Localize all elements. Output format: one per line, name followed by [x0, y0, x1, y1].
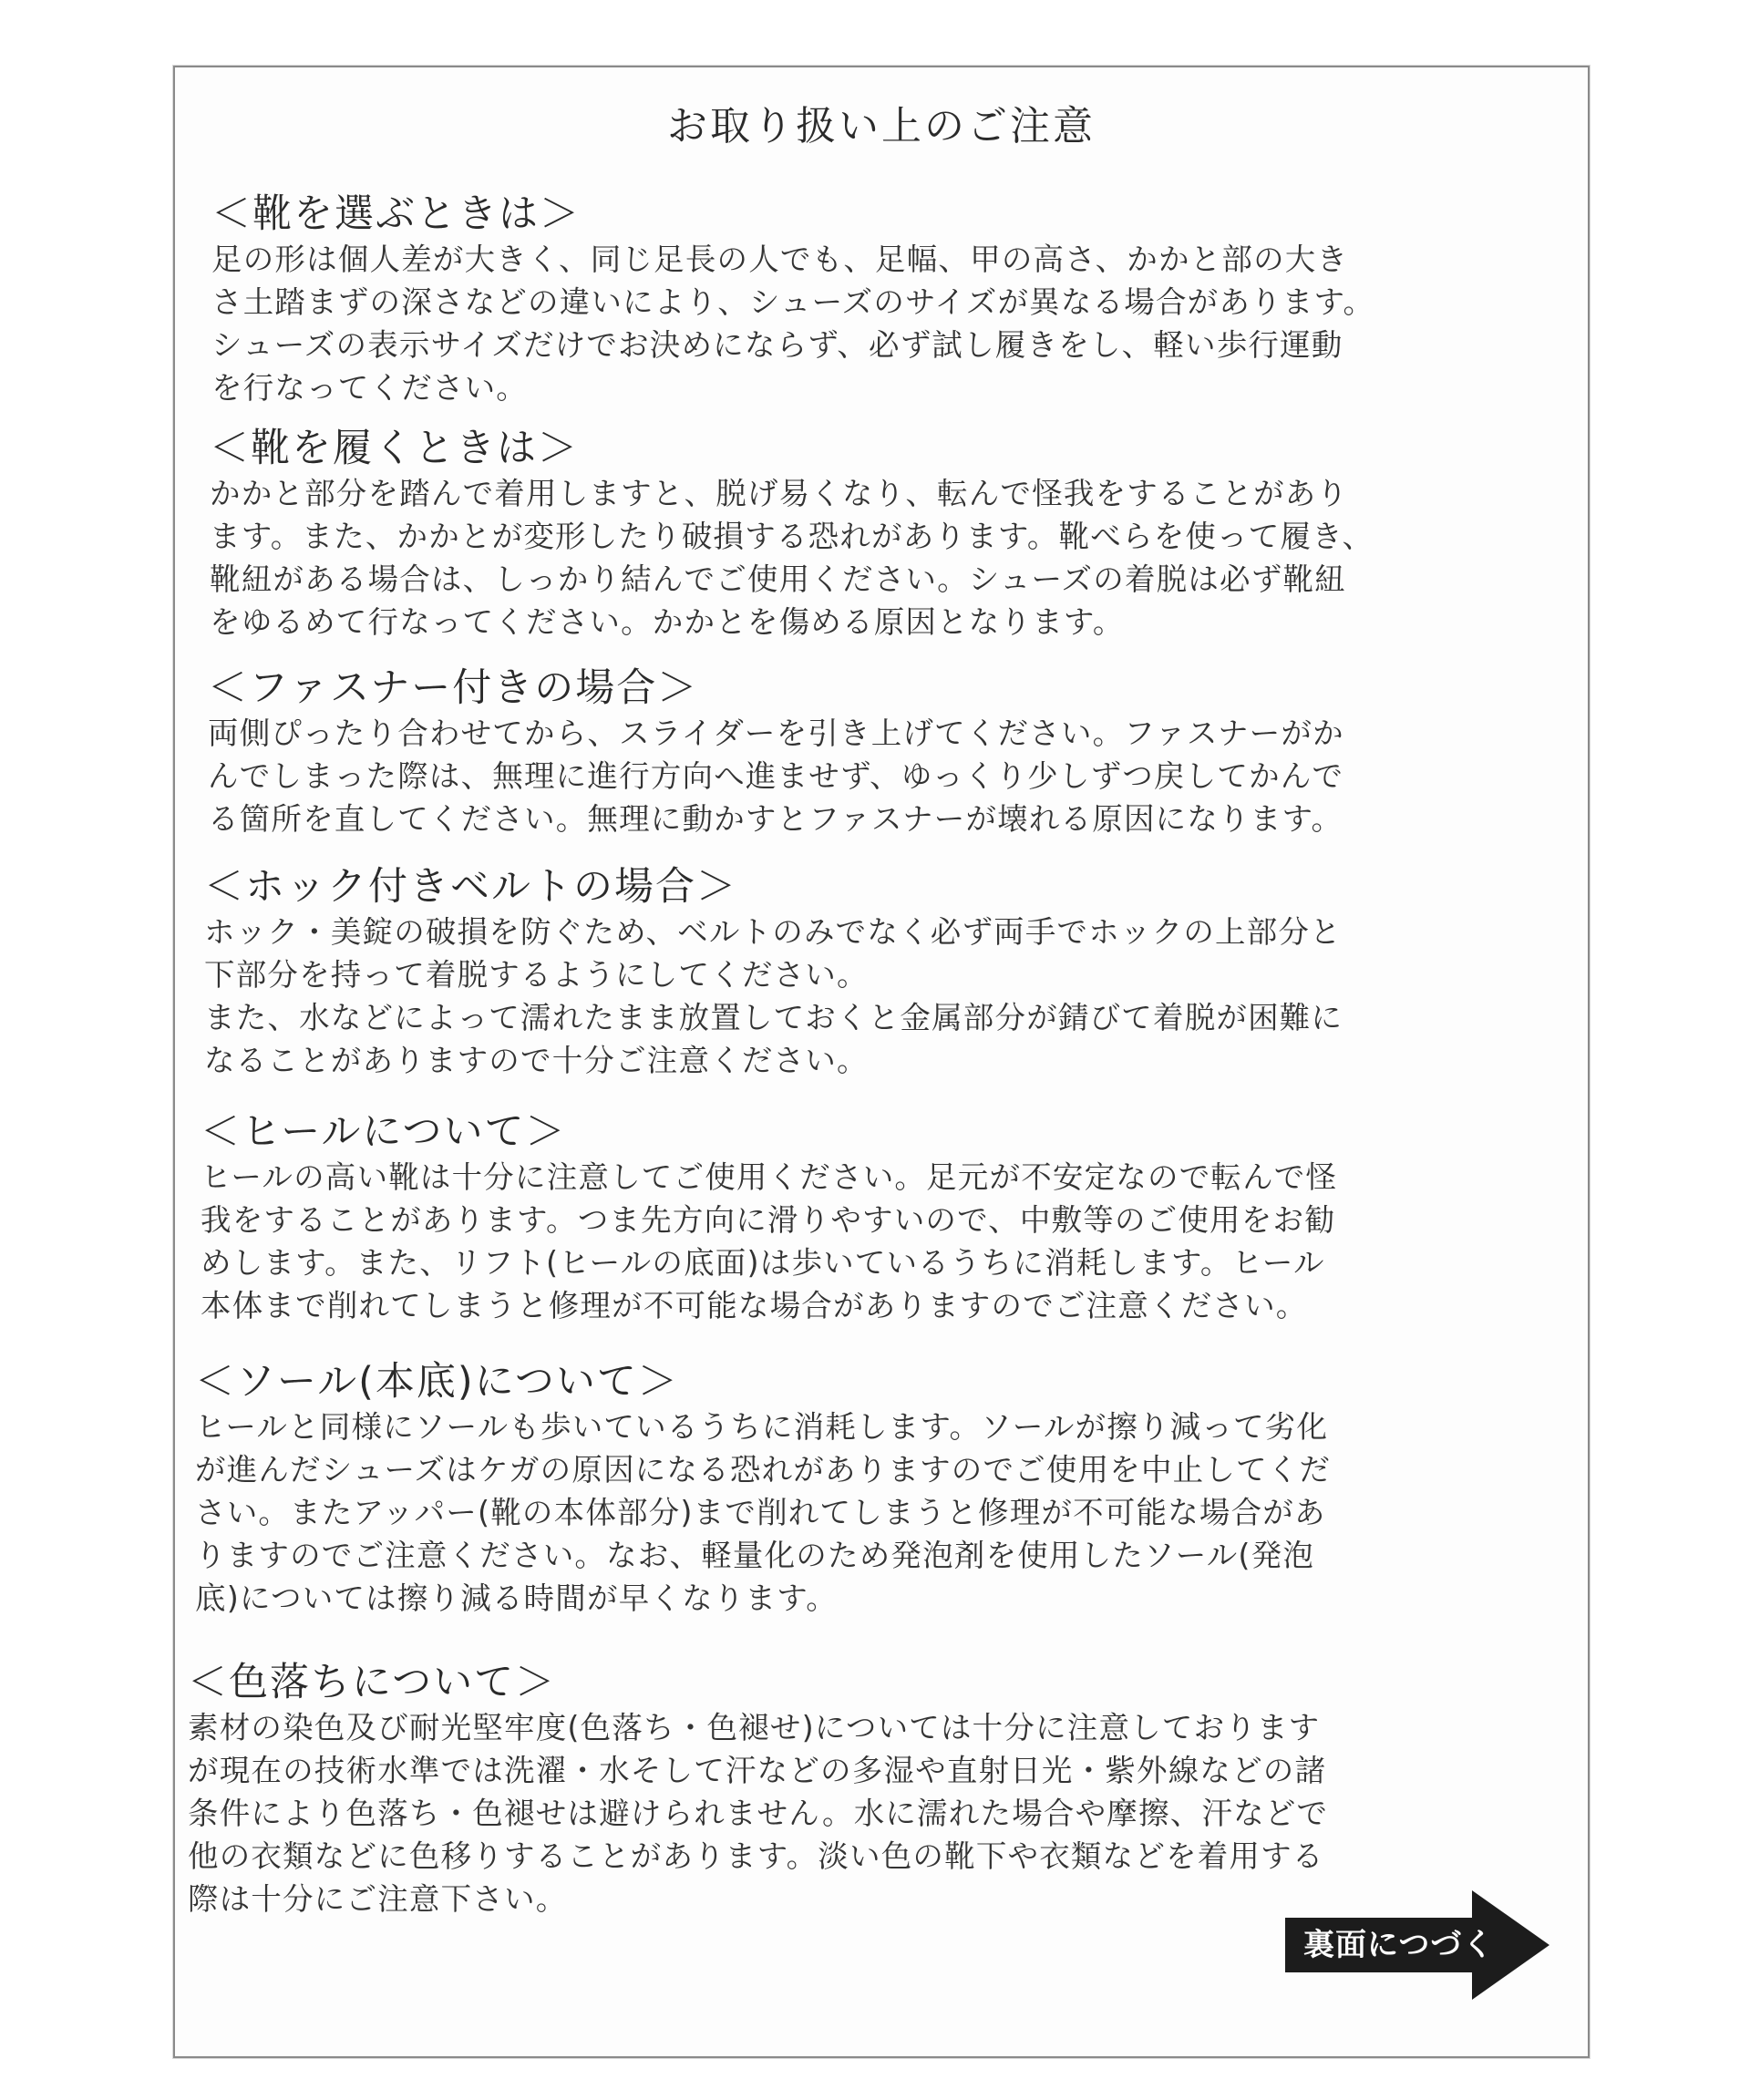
section-body: ホック・美錠の破損を防ぐため、ベルトのみでなく必ず両手でホックの上部分と 下部分を持って着脱するようにしてください。 また、水などによって濡れたまま放置しておくと金属部分が錆びて着脱が困難に なることがありますので十分ご注意ください。: [204, 914, 1343, 1078]
section-body: ヒールと同様にソールも歩いているうちに消耗します。ソールが擦り減って劣化 が進んだシューズはケガの原因になる恐れがありますのでご使用を中止してくだ さい。またアッパー(靴の本体部分)まで削れてしまうと修理が不可能な場合があ りますのでご注意ください。なお、軽量化のため発泡剤を使用したソール(発泡 底)については擦り減る時間が早くなります。: [195, 1409, 1332, 1616]
continued-on-back-badge: [1285, 1890, 1559, 2000]
section-heading: ＜ソール(本底)について＞: [195, 1359, 679, 1405]
section-hook-belt: [204, 863, 1498, 1082]
section-color-fading: [188, 1659, 1482, 1920]
section-heading: ＜ホック付きベルトの場合＞: [204, 864, 737, 910]
section-heading: ＜靴を履くときは＞: [210, 426, 579, 471]
section-heading: ＜ファスナー付きの場合＞: [208, 665, 699, 711]
section-heading: ＜ヒールについて＞: [201, 1109, 567, 1155]
care-instructions-sheet: [173, 66, 1590, 2058]
section-zipper: [208, 664, 1502, 840]
section-body: ヒールの高い靴は十分に注意してご使用ください。足元が不安定なので転んで怪 我をすることがあります。つま先方向に滑りやすいので、中敷等のご使用をお勧 めします。また、リフト(ヒールの底面)は歩いているうちに消耗します。ヒール 本体まで削れてしまうと修理が不可能な場合がありますのでご注意ください。: [201, 1159, 1338, 1323]
section-body: かかと部分を踏んで着用しますと、脱げ易くなり、転んで怪我をすることがあり ます。また、かかとが変形したり破損する恐れがあります。靴べらを使って履き、 靴紐がある場合は、しっかり結んでご使用ください。シューズの着脱は必ず靴紐 をゆるめて行なってください。かかとを傷める原因となります。: [210, 476, 1374, 640]
section-sole: [195, 1358, 1489, 1620]
section-heading: ＜色落ちについて＞: [188, 1660, 557, 1705]
section-heading: ＜靴を選ぶときは＞: [211, 191, 581, 237]
section-body: 足の形は個人差が大きく、同じ足長の人でも、足幅、甲の高さ、かかと部の大き さ土踏まずの深さなどの違いにより、シューズのサイズが異なる場合があります。 シューズの表示サイズだけでお決めにならず、必ず試し履きをし、軽い歩行運動 を行なってください。: [211, 242, 1375, 406]
section-choosing-shoes: [211, 190, 1506, 409]
section-body: 素材の染色及び耐光堅牢度(色落ち・色褪せ)については十分に注意しております が現在の技術水準では洗濯・水そして汗などの多湿や直射日光・紫外線などの諸 条件により色落ち・色褪せは避けられません。水に濡れた場合や摩擦、汗などで 他の衣類などに色移りすることがあります。淡い色の靴下や衣類などを着用する 際は十分にご注意下さい。: [188, 1710, 1329, 1917]
section-heels: [201, 1108, 1495, 1327]
section-wearing-shoes: [210, 425, 1504, 643]
page-title: お取り扱い上のご注意: [667, 103, 1096, 149]
section-body: 両側ぴったり合わせてから、スライダーを引き上げてください。ファスナーがか んでしまった際は、無理に進行方向へ進ませず、ゆっくり少しずつ戻してかんで る箇所を直してください。無理に動かすとファスナーが壊れる原因になります。: [208, 715, 1344, 837]
continued-on-back-label: 裏面につづく: [1303, 1927, 1495, 1963]
